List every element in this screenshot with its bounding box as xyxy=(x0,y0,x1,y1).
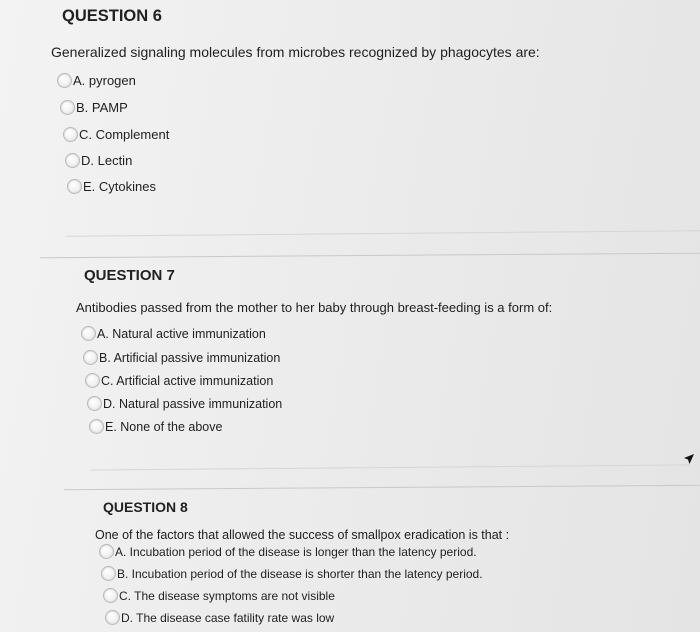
option-label: B. Artificial passive immunization xyxy=(99,350,281,365)
option-label: C. Complement xyxy=(79,127,170,142)
option-label: E. None of the above xyxy=(105,419,223,434)
q8-option-c[interactable] xyxy=(103,588,335,603)
divider xyxy=(64,485,700,490)
q7-option-a[interactable] xyxy=(81,326,266,341)
question-6-text: Generalized signaling molecules from microbes recognized by phagocytes are: xyxy=(51,44,540,60)
q7-option-e[interactable] xyxy=(89,419,222,434)
radio-button[interactable] xyxy=(57,73,72,88)
radio-button[interactable] xyxy=(85,373,100,388)
question-7-text: Antibodies passed from the mother to her baby through breast-feeding is a form of: xyxy=(76,300,553,315)
radio-button[interactable] xyxy=(105,610,120,625)
q8-option-d[interactable] xyxy=(105,610,334,625)
radio-button[interactable] xyxy=(60,100,75,115)
q6-option-b[interactable] xyxy=(60,100,128,115)
mouse-pointer-icon xyxy=(683,453,695,465)
divider xyxy=(66,230,700,237)
radio-button[interactable] xyxy=(103,588,118,603)
option-label: A. Natural active immunization xyxy=(97,326,266,341)
q6-option-d[interactable] xyxy=(65,153,132,168)
q7-option-b[interactable] xyxy=(83,350,280,365)
option-label: D. Lectin xyxy=(81,153,133,168)
option-label: B. Incubation period of the disease is shorter than the latency period. xyxy=(117,566,483,581)
option-label: A. Incubation period of the disease is longer than the latency period. xyxy=(115,544,477,559)
option-label: C. The disease symptoms are not visible xyxy=(119,588,335,603)
q8-option-b[interactable] xyxy=(101,566,483,581)
option-label: A. pyrogen xyxy=(73,73,136,88)
divider xyxy=(90,464,690,470)
radio-button[interactable] xyxy=(65,153,80,168)
radio-button[interactable] xyxy=(81,326,96,341)
radio-button[interactable] xyxy=(101,566,116,581)
radio-button[interactable] xyxy=(99,544,114,559)
question-6-title: QUESTION 6 xyxy=(62,7,162,25)
question-8-title: QUESTION 8 xyxy=(103,499,188,515)
question-7-title: QUESTION 7 xyxy=(84,267,175,284)
q6-option-e[interactable] xyxy=(67,179,156,194)
q8-option-a[interactable] xyxy=(99,544,477,559)
option-label: E. Cytokines xyxy=(83,179,156,194)
option-label: D. Natural passive immunization xyxy=(103,396,283,411)
option-label: B. PAMP xyxy=(76,100,128,115)
radio-button[interactable] xyxy=(89,419,104,434)
q6-option-a[interactable] xyxy=(57,73,136,88)
radio-button[interactable] xyxy=(83,350,98,365)
radio-button[interactable] xyxy=(63,127,78,142)
radio-button[interactable] xyxy=(67,179,82,194)
question-8-text: One of the factors that allowed the success of smallpox eradication is that : xyxy=(95,528,510,542)
divider xyxy=(40,253,700,259)
q7-option-d[interactable] xyxy=(87,396,282,411)
radio-button[interactable] xyxy=(87,396,102,411)
option-label: C. Artificial active immunization xyxy=(101,373,274,388)
q7-option-c[interactable] xyxy=(85,373,273,388)
option-label: D. The disease case fatility rate was low xyxy=(121,610,335,625)
q6-option-c[interactable] xyxy=(63,127,169,142)
